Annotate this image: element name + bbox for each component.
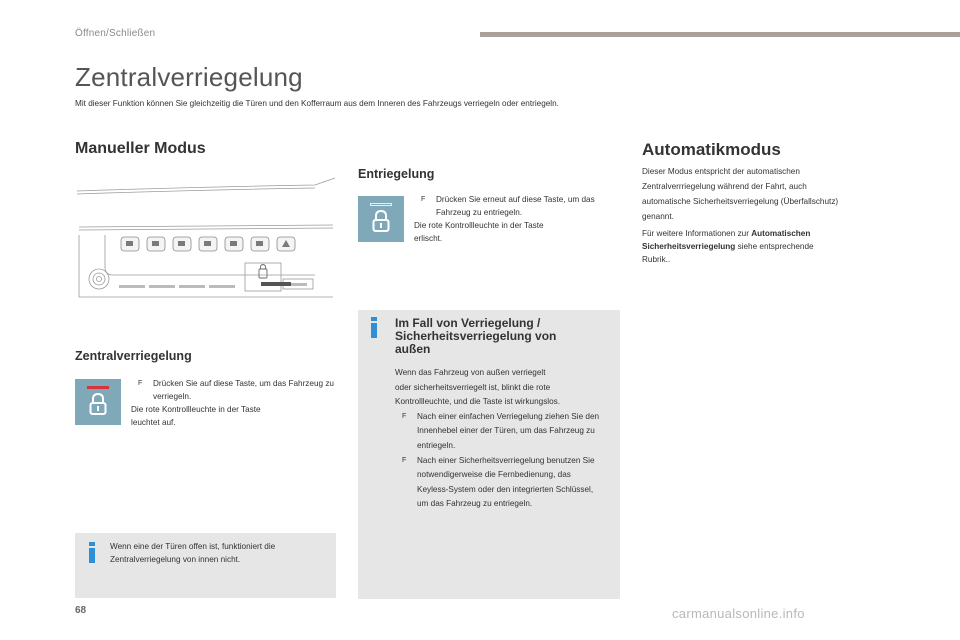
unlock-button-tile — [358, 196, 404, 242]
info-external-heading — [395, 317, 556, 356]
padlock-icon — [372, 210, 390, 232]
locking-note-line2: leuchtet auf. — [131, 418, 176, 427]
auto-more-end: Rubrik.. — [642, 255, 671, 264]
auto-more-bold1: Automatischen — [751, 229, 811, 238]
auto-line3: automatische Sicherheitsverriegelung (Überfallschutz) — [642, 197, 839, 206]
info-external-bullet-2 — [395, 454, 600, 512]
auto-more-info — [642, 227, 912, 266]
info-external-line1: Wenn das Fahrzeug von außen verriegelt — [395, 368, 546, 377]
padlock-locked-icon — [89, 393, 107, 415]
unlocking-text — [414, 193, 614, 245]
console-illustration — [75, 175, 337, 303]
info-external-heading-line1: Im Fall von Verriegelung / — [395, 316, 541, 330]
info-doors-text — [110, 540, 330, 566]
section-label: Öffnen/Schließen — [75, 28, 156, 39]
auto-line1: Dieser Modus entspricht der automatischen — [642, 167, 800, 176]
locking-heading: Zentralverriegelung — [75, 349, 192, 363]
unlocking-note-line2: erlischt. — [414, 234, 443, 243]
info-panel-external — [358, 310, 620, 599]
header-rule — [480, 32, 960, 37]
auto-more-suffix: siehe entsprechende — [737, 242, 814, 251]
auto-line4: genannt. — [642, 212, 674, 221]
info-external-line2: oder sicherheitsverriegelt ist, blinkt die rote — [395, 382, 551, 392]
locking-note-line1: Die rote Kontrollleuchte in der Taste — [131, 405, 261, 414]
info-external-heading-line2: Sicherheitsverriegelung von — [395, 329, 557, 343]
info-doors-line1: Wenn eine der Türen offen ist, funktioniert die — [110, 542, 276, 551]
indicator-off — [370, 203, 392, 206]
unlocking-note-line1: Die rote Kontrollleuchte in der Taste — [414, 221, 544, 230]
unlocking-heading: Entriegelung — [358, 167, 435, 181]
auto-more-line2 — [642, 240, 912, 253]
auto-more-line1 — [642, 227, 912, 240]
bullet-glyph: F — [421, 196, 426, 203]
page-number: 68 — [75, 605, 87, 616]
auto-more-bold2: Sicherheitsverriegelung — [642, 242, 736, 251]
locking-text — [131, 377, 341, 429]
auto-line2: Zentralverrriegelung während der Fahrt, auch — [642, 182, 807, 191]
bullet-glyph: F — [402, 456, 407, 464]
info-external-bullet-1-text: Nach einer einfachen Verriegelung ziehen Sie den Innenhebel einer der Türen, um das Fahrzeug zu entriegeln. — [417, 411, 600, 450]
red-indicator — [87, 386, 109, 389]
info-external-heading-line3: außen — [395, 342, 431, 356]
bullet-glyph: F — [138, 380, 143, 387]
bullet-glyph: F — [402, 412, 407, 420]
lock-button-tile — [75, 379, 121, 425]
auto-more-prefix: Für weitere Informationen zur — [642, 229, 749, 238]
unlocking-bullet — [414, 193, 614, 219]
info-icon — [89, 542, 95, 563]
info-doors-line2: Zentralverriegelung von innen nicht. — [110, 555, 241, 564]
auto-mode-text — [642, 164, 912, 224]
auto-mode-heading: Automatikmodus — [642, 140, 781, 159]
manual-mode-heading: Manueller Modus — [75, 140, 206, 157]
info-external-line3: Kontrollleuchte, und die Taste ist wirkungslos. — [395, 397, 561, 407]
info-icon — [371, 317, 377, 338]
locking-bullet-text: Drücken Sie auf diese Taste, um das Fahrzeug zu verriegeln. — [153, 379, 334, 401]
info-external-bullet-2-text: Nach einer Sicherheitsverriegelung benutzen Sie notwendigerweise die Fernbedienung, das Keyless-System oder den integrierten Schlüssel, um das Fahrzeug zu entriegeln. — [417, 455, 595, 509]
unlocking-bullet-text: Drücken Sie erneut auf diese Taste, um das Fahrzeug zu entriegeln. — [436, 195, 595, 217]
intro-text: Mit dieser Funktion können Sie gleichzeitig die Türen und den Kofferraum aus dem Inneren des Fahrzeugs verriegeln oder entriegeln. — [75, 99, 559, 108]
info-external-text — [395, 366, 615, 512]
info-external-bullet-1 — [395, 410, 600, 454]
info-panel-doors — [75, 533, 336, 598]
page-title: Zentralverriegelung — [75, 62, 303, 92]
watermark: carmanualsonline.info — [672, 606, 805, 621]
locking-bullet — [131, 377, 341, 403]
